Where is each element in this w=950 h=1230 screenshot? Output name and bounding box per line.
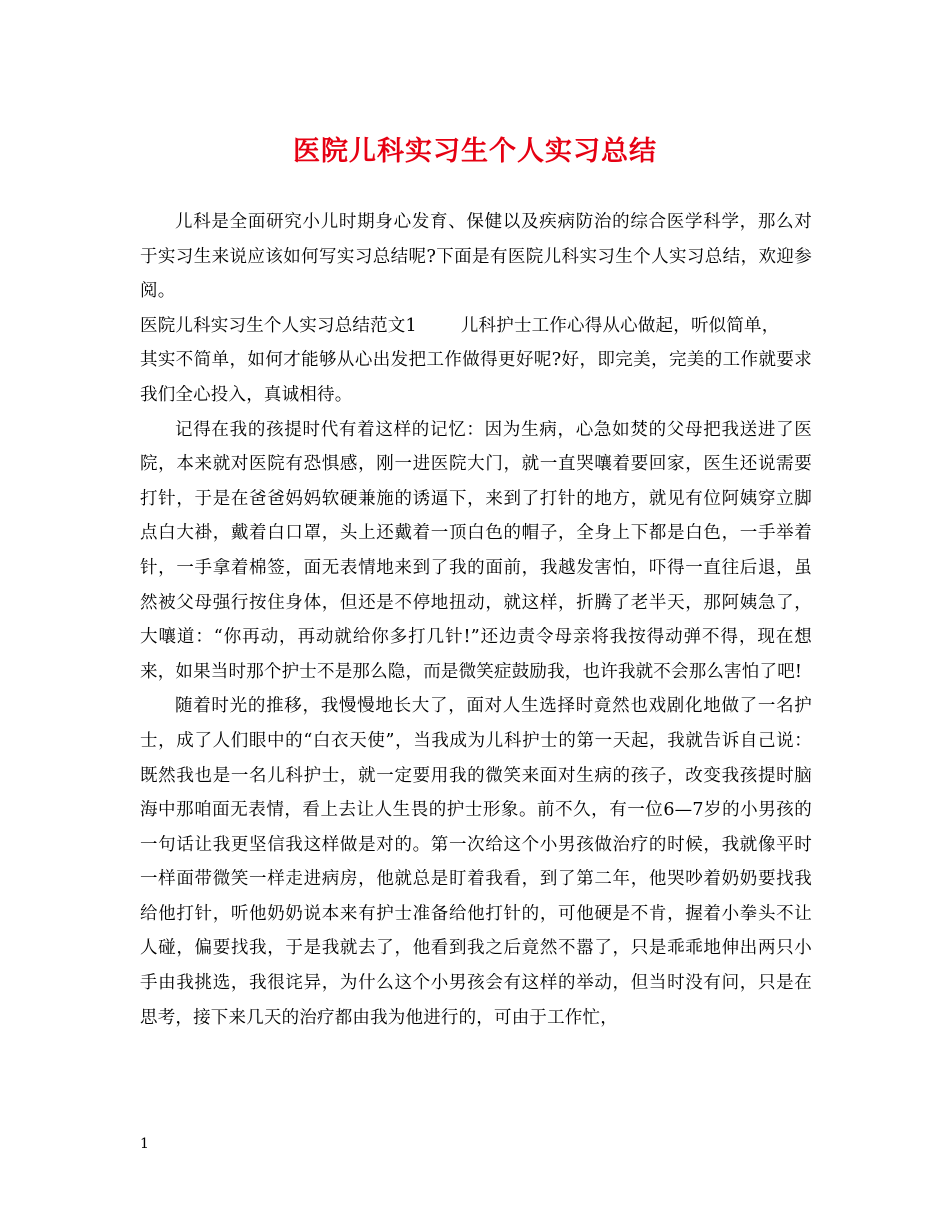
paragraph-sample-continued: 其实不简单，如何才能够从心出发把工作做得更好呢?好，即完美，完美的工作就要求我们全心投入，真诚相待。 bbox=[140, 350, 812, 405]
paragraph-becoming-nurse: 随着时光的推移，我慢慢地长大了，面对人生选择时竟然也戏剧化地做了一名护士，成了人们眼中的“白衣天使”，当我成为儿科护士的第一天起，我就告诉自己说：既然我也是一名儿科护士，就一定要用我的微笑来面对生病的孩子，改变我孩提时脑海中那咱面无表情，看上去让人生畏的护士形象。前不久，有一位6—7岁的小男孩的一句话让我更坚信我这样做是对的。第一次给这个小男孩做治疗的时候，我就像平时一样面带微笑一样走进病房，他就总是盯着我看，到了第二年，他哭吵着奶奶要找我给他打针，听他奶奶说本来有护士准备给他打针的，可他硬是不肯，握着小拳头不让人碰，偏要找我，于是我就去了，他看到我之后竟然不嚣了，只是乖乖地伸出两只小手由我挑选，我很诧异，为什么这个小男孩会有这样的举动，但当时没有问，只是在思考，接下来几天的治疗都由我为他进行的，可由于工作忙， bbox=[140, 696, 812, 1028]
document-title: 医院儿科实习生个人实习总结 bbox=[293, 136, 657, 167]
paragraph-sample-heading bbox=[140, 309, 812, 413]
page-number: 1 bbox=[140, 1136, 149, 1152]
document-body bbox=[140, 205, 812, 1035]
sample-heading: 医院儿科实习生个人实习总结范文1 bbox=[140, 315, 417, 336]
paragraph-childhood-memory: 记得在我的孩提时代有着这样的记忆：因为生病，心急如焚的父母把我送进了医院，本来就对医院有恐惧感，刚一进医院大门，就一直哭嚷着要回家，医生还说需要打针，于是在爸爸妈妈软硬兼施的诱逼下，来到了打针的地方，就见有位阿姨穿立脚点白大褂，戴着白口罩，头上还戴着一顶白色的帽子，全身上下都是白色，一手举着针，一手拿着棉签，面无表情地来到了我的面前，我越发害怕，吓得一直往后退，虽然被父母强行按住身体，但还是不停地扭动，就这样，折腾了老半天，那阿姨急了，大嚷道：“你再动，再动就给你多打几针!”还边责令母亲将我按得动弹不得，现在想来，如果当时那个护士不是那么隐，而是微笑症鼓励我，也许我就不会那么害怕了吧! bbox=[140, 419, 812, 682]
paragraph-intro: 儿科是全面研究小儿时期身心发育、保健以及疾病防治的综合医学科学，那么对于实习生来说应该如何写实习总结呢?下面是有医院儿科实习生个人实习总结，欢迎参阅。 bbox=[140, 212, 812, 302]
sample-heading-tail: 儿科护士工作心得从心做起，听似简单， bbox=[460, 315, 780, 336]
